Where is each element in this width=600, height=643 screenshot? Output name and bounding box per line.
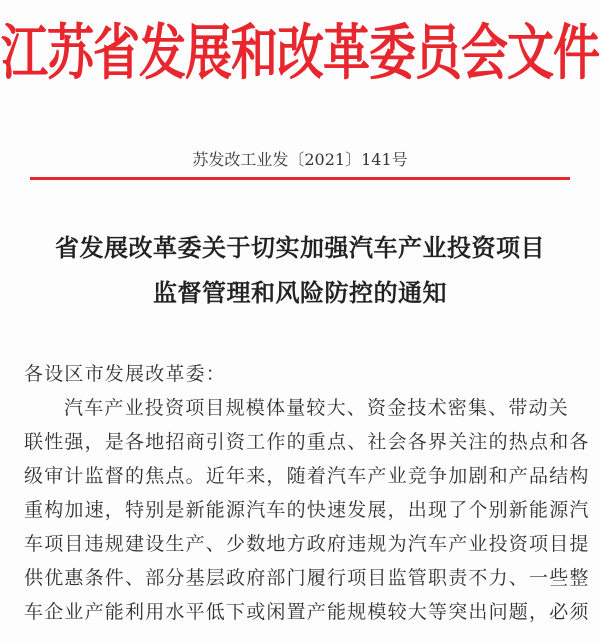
body-line-3: 级审计监督的焦点。近年来，随着汽车产业竞争加剧和产品结构 [24,465,590,487]
body-line-1-text: 汽车产业投资项目规模体量较大、资金技术密集、带动关 [64,397,570,419]
notice-title-line-1: 省发展改革委关于切实加强汽车产业投资项目 [55,234,545,262]
document-number: 苏发改工业发〔2021〕141号 [192,150,408,169]
red-divider-line [30,177,570,180]
body-line-6: 供优惠条件、部分基层政府部门履行项目监管职责不力、一些整 [24,567,590,589]
notice-title-line-2: 监督管理和风险防控的通知 [153,279,447,307]
body-line-5: 车项目违规建设生产、少数地方政府违规为汽车产业投资项目提 [24,533,590,555]
body-line-2: 联性强，是各地招商引资工作的重点、社会各界关注的热点和各 [24,431,590,453]
masthead-title: 江苏省发展和改革委员会文件 [1,18,599,89]
body-line-7: 车企业产能利用水平低下或闲置产能规模较大等突出问题，必须 [24,601,590,623]
body-line-1 [24,391,576,425]
salutation: 各设区市发展改革委： [24,363,227,385]
body-line-4: 重构加速，特别是新能源汽车的快速发展，出现了个别新能源汽 [24,499,590,521]
